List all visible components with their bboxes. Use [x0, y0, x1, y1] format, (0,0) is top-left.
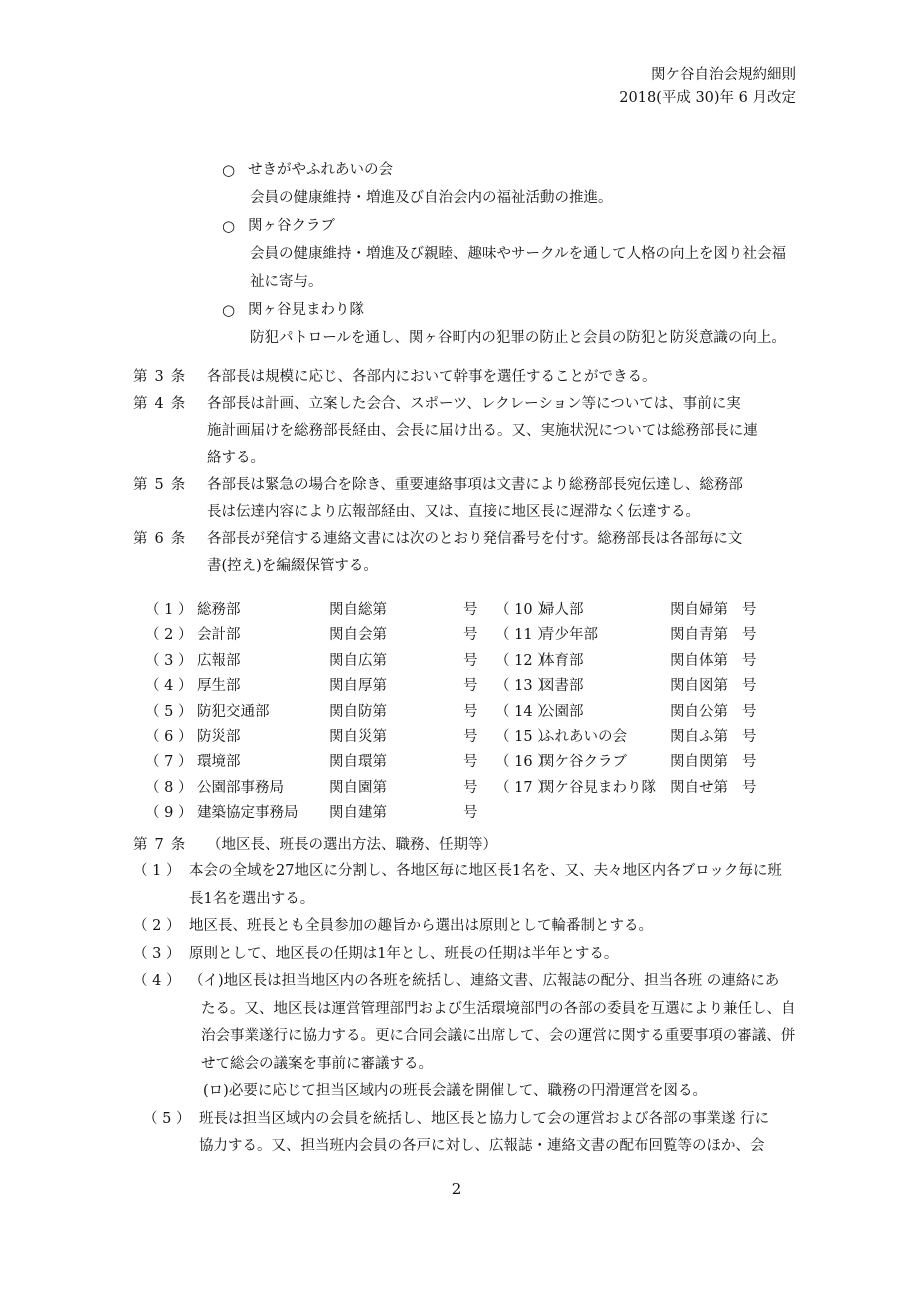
item-text: 長1名を選出する。 — [189, 890, 315, 907]
department-code: 関自災第 — [329, 728, 387, 745]
item-text: たる。又、地区長は運営管理部門および生活環境部門の各部の委員を互選により兼任し、自 — [201, 1000, 796, 1017]
department-code-suffix: 号 — [463, 779, 478, 796]
article-7-item — [133, 913, 813, 941]
article-7-item — [133, 968, 813, 1078]
article-label: 第 3 条 — [133, 369, 187, 385]
department-code: 関自ふ第 — [670, 728, 728, 745]
department-row — [495, 750, 795, 775]
department-name: ふれあいの会 — [540, 728, 627, 745]
article-label: 第 4 条 — [133, 396, 187, 412]
article-text: 各部長は計画、立案した会合、スポーツ、レクレーション等については、事前に実 — [207, 396, 741, 412]
item-text: （イ)地区長は担当地区内の各班を統括し、連絡文書、広報誌の配分、担当各班 の連絡にあ — [189, 973, 780, 989]
department-code-suffix: 号 — [742, 728, 757, 745]
article-7-item — [133, 858, 813, 913]
department-code-suffix: 号 — [742, 703, 757, 720]
department-name: 関ケ谷クラブ — [540, 754, 627, 771]
circle-item — [222, 156, 812, 212]
article-text: 書(控え)を編綴保管する。 — [207, 558, 378, 574]
item-text: 本会の全域を27地区に分割し、各地区毎に地区長1名を、又、夫々地区内各ブロック毎に班 — [189, 863, 782, 879]
department-code-suffix: 号 — [742, 652, 757, 669]
department-name: 体育部 — [540, 652, 584, 669]
article-title: （地区長、班長の選出方法、職務、任期等） — [207, 837, 497, 853]
circle-item-desc: 祉に寄与。 — [250, 274, 323, 290]
department-name: 婦人部 — [540, 602, 584, 618]
article-text: 各部長は緊急の場合を除き、重要連絡事項は文書により総務部長宛伝達し、総務部 — [207, 477, 743, 493]
department-row — [145, 674, 478, 699]
article-4 — [133, 391, 803, 472]
department-name: 厚生部 — [197, 678, 241, 695]
department-code: 関自会第 — [329, 627, 387, 644]
item-text: 原則として、地区長の任期は1年とし、班長の任期は半年とする。 — [189, 945, 619, 962]
department-code-suffix: 号 — [463, 602, 478, 618]
department-code: 関自防第 — [329, 703, 387, 720]
article-7-item — [133, 941, 813, 969]
item-text: 治会事業遂行に協力する。更に合同会議に出席して、会の運営に関する重要事項の審議、併 — [201, 1028, 796, 1044]
article-label: 第 5 条 — [133, 477, 187, 493]
article-label: 第 7 条 — [133, 837, 187, 853]
article-6 — [133, 526, 803, 580]
department-code-suffix: 号 — [742, 754, 757, 771]
department-number: （ 12 ） — [495, 652, 552, 669]
department-code-suffix: 号 — [463, 703, 478, 720]
department-number: （ 13 ） — [495, 678, 552, 695]
circle-item — [222, 212, 812, 296]
department-number: （ 10 ） — [495, 602, 552, 618]
revision-date: 2018(平成 30)年 6 月改定 — [619, 90, 796, 106]
department-name: 公園部 — [540, 703, 584, 720]
department-number: （ 8 ） — [145, 779, 193, 796]
department-name: 建築協定事務局 — [197, 805, 299, 822]
circle-item-title: 関ヶ谷見まわり隊 — [248, 302, 364, 318]
department-row — [495, 623, 795, 648]
item-text-block — [189, 968, 813, 1078]
department-number: （ 3 ） — [145, 652, 193, 669]
department-name: 関ケ谷見まわり隊 — [540, 779, 656, 796]
department-code: 関自厚第 — [329, 678, 387, 695]
item-text: せて総会の議案を事前に審議する。 — [201, 1055, 433, 1072]
article-7-items — [133, 858, 813, 1161]
circle-item-desc: 会員の健康維持・増進及び自治会内の福祉活動の推進。 — [250, 190, 613, 206]
article-7-item — [133, 1106, 813, 1161]
item-number: （ 2 ） — [133, 918, 181, 934]
department-number: （ 4 ） — [145, 678, 193, 695]
department-number: （ 2 ） — [145, 627, 193, 644]
department-code: 関自せ第 — [670, 779, 728, 796]
article-text: 各部長は規模に応じ、各部内において幹事を選任することができる。 — [207, 369, 657, 385]
department-code-suffix: 号 — [463, 678, 478, 695]
department-number: （ 17 ） — [495, 779, 552, 796]
department-number: （ 15 ） — [495, 728, 552, 745]
department-code-suffix: 号 — [742, 779, 757, 796]
department-row — [145, 750, 478, 775]
item-number: （ 3 ） — [133, 945, 181, 962]
department-name: 総務部 — [197, 602, 241, 618]
department-name: 青少年部 — [540, 627, 598, 644]
item-number: （ 1 ） — [133, 863, 181, 879]
department-number: （ 5 ） — [145, 703, 193, 720]
circle-bullet-icon: ○ — [222, 217, 236, 235]
department-column-right — [495, 598, 795, 801]
document-header — [619, 64, 796, 110]
department-code: 関自図第 — [670, 678, 728, 695]
department-name: 環境部 — [197, 754, 241, 771]
department-code: 関自青第 — [670, 627, 728, 644]
item-text: 班長は担当区域内の会員を統括し、地区長と協力して会の運営および各部の事業遂 行に — [199, 1110, 770, 1127]
circle-item-desc: 防犯パトロールを通し、関ヶ谷町内の犯罪の防止と会員の防犯と防災意識の向上。 — [250, 330, 786, 346]
department-code: 関自婦第 — [670, 602, 728, 618]
department-number: （ 16 ） — [495, 754, 552, 771]
article-text: 絡する。 — [207, 450, 265, 466]
department-code-suffix: 号 — [742, 678, 757, 695]
department-number: （ 7 ） — [145, 754, 193, 771]
item-text-block — [199, 1106, 813, 1161]
article-7 — [133, 832, 813, 1161]
article-list — [133, 364, 803, 580]
department-row — [145, 700, 478, 725]
department-row — [145, 725, 478, 750]
department-name: 公園部事務局 — [197, 779, 284, 796]
page-number: 2 — [451, 1180, 462, 1198]
article-text: 各部長が発信する連絡文書には次のとおり発信番号を付す。総務部長は各部毎に文 — [207, 531, 743, 547]
item-number: （ 5 ） — [143, 1110, 191, 1127]
department-code-suffix: 号 — [463, 754, 478, 771]
circle-item — [222, 296, 812, 352]
document-title: 関ケ谷自治会規約細則 — [651, 67, 796, 83]
department-name: 広報部 — [197, 652, 241, 669]
department-row — [495, 725, 795, 750]
article-text: 施計画届けを総務部長経由、会長に届け出る。又、実施状況については総務部長に連 — [207, 423, 758, 439]
department-row — [495, 649, 795, 674]
department-code: 関自体第 — [670, 652, 728, 669]
department-code: 関自総第 — [329, 602, 387, 618]
item-number: （ 4 ） — [133, 973, 181, 989]
department-row — [145, 776, 478, 801]
department-number: （ 1 ） — [145, 602, 193, 618]
department-column-left — [145, 598, 478, 827]
department-row — [145, 598, 478, 623]
department-code: 関自公第 — [670, 703, 728, 720]
department-row — [145, 801, 478, 826]
circle-bullet-icon: ○ — [222, 301, 236, 319]
department-code-suffix: 号 — [463, 652, 478, 669]
article-3 — [133, 364, 803, 391]
department-name: 図書部 — [540, 678, 584, 695]
department-row — [495, 700, 795, 725]
department-code-suffix: 号 — [742, 627, 757, 644]
department-name: 会計部 — [197, 627, 241, 644]
article-label: 第 6 条 — [133, 531, 187, 547]
department-code: 関自広第 — [329, 652, 387, 669]
department-code-suffix: 号 — [463, 805, 478, 822]
item-text: 協力する。又、担当班内会員の各戸に対し、広報誌・連絡文書の配布回覧等のほか、会 — [199, 1138, 765, 1154]
department-row — [145, 623, 478, 648]
circle-bullet-icon: ○ — [222, 161, 236, 179]
department-name: 防災部 — [197, 728, 241, 745]
department-code: 関自関第 — [670, 754, 728, 771]
department-code-suffix: 号 — [742, 602, 757, 618]
department-number: （ 11 ） — [495, 627, 552, 644]
department-code-suffix: 号 — [463, 627, 478, 644]
department-number: （ 6 ） — [145, 728, 193, 745]
department-row — [495, 674, 795, 699]
department-code: 関自建第 — [329, 805, 387, 822]
department-code: 関自園第 — [329, 779, 387, 796]
article-5 — [133, 472, 803, 526]
department-number: （ 14 ） — [495, 703, 552, 720]
department-number: （ 9 ） — [145, 805, 193, 822]
department-row — [145, 649, 478, 674]
department-code: 関自環第 — [329, 754, 387, 771]
department-row — [495, 776, 795, 801]
circle-item-title: 関ヶ谷クラブ — [248, 218, 335, 234]
item-text: 地区長、班長とも全員参加の趣旨から選出は原則として輪番制とする。 — [189, 918, 653, 934]
circle-item-list — [222, 156, 812, 352]
article-text: 長は伝達内容により広報部経由、又は、直接に地区長に遅滞なく伝達する。 — [207, 504, 700, 520]
item-text-block — [189, 913, 813, 941]
department-row — [495, 598, 795, 623]
sub-item-text: (ロ)必要に応じて担当区域内の班長会議を開催して、職務の円滑運営を図る。 — [203, 1083, 708, 1099]
item-text-block — [189, 941, 813, 969]
department-name: 防犯交通部 — [197, 703, 270, 720]
department-code-suffix: 号 — [463, 728, 478, 745]
item-text-block — [189, 858, 813, 913]
circle-item-title: せきがやふれあいの会 — [248, 162, 393, 178]
circle-item-desc: 会員の健康維持・増進及び親睦、趣味やサークルを通して人格の向上を図り社会福 — [250, 246, 787, 262]
